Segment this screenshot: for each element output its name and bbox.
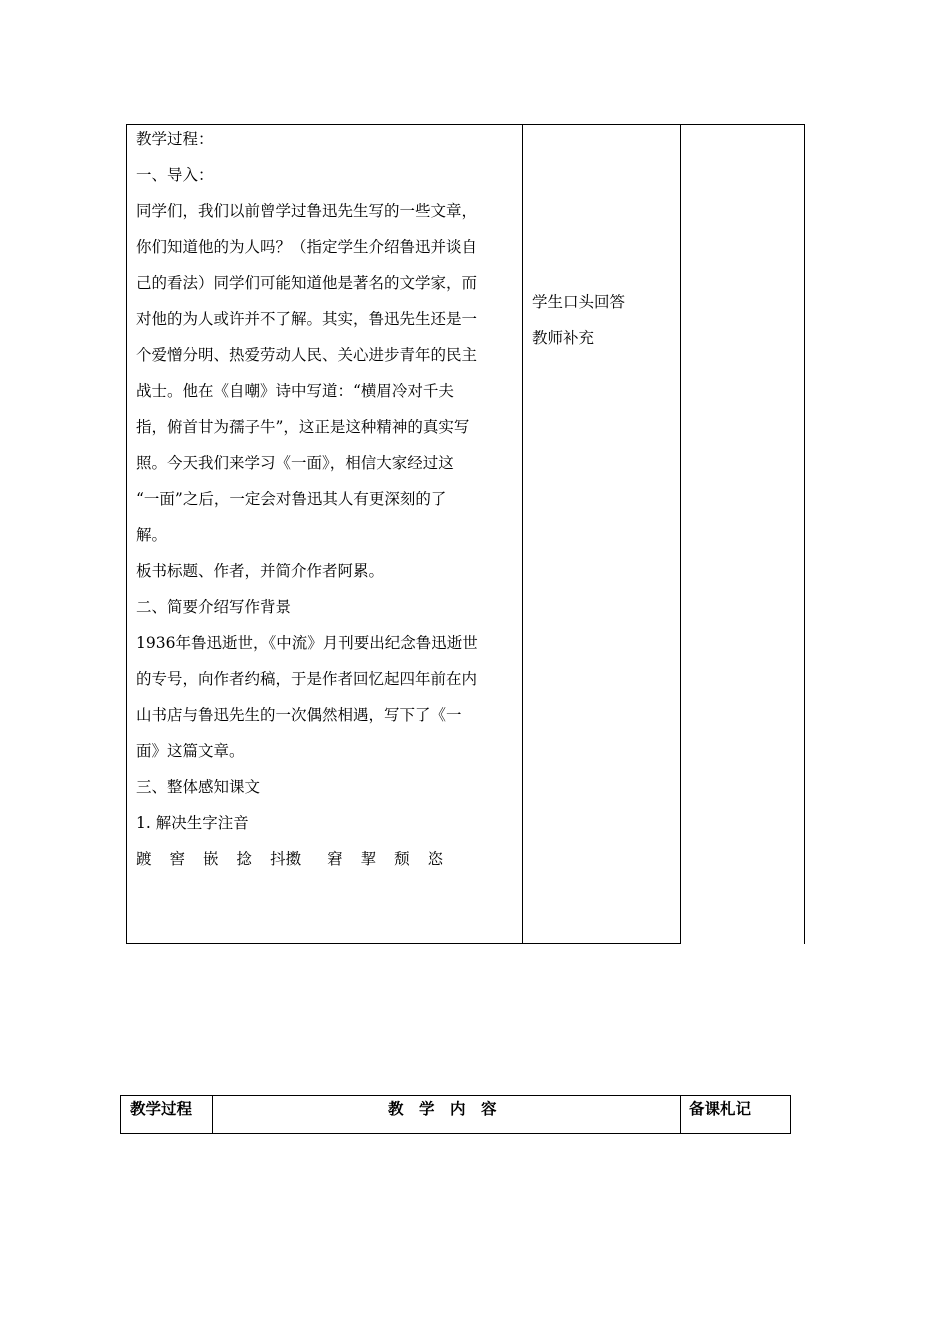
content-line: 的专号，向作者约稿，于是作者回忆起四年前在内 bbox=[136, 670, 478, 688]
table-right-border bbox=[804, 124, 805, 944]
content-line: 照。今天我们来学习《一面》，相信大家经过这 bbox=[136, 454, 454, 472]
header-bottom-border bbox=[120, 1133, 791, 1134]
new-character: 捻 bbox=[236, 850, 253, 868]
content-line: 对他的为人或许并不了解。其实，鲁迅先生还是一 bbox=[136, 310, 478, 328]
header-cell-process: 教学过程 bbox=[130, 1100, 193, 1118]
content-line: 解。 bbox=[136, 526, 168, 544]
content-line: 指，俯首甘为孺子牛”，这正是这种精神的真实写 bbox=[136, 418, 470, 436]
column-divider-2 bbox=[680, 124, 681, 944]
new-character: 嵌 bbox=[203, 850, 219, 868]
content-line: 同学们，我们以前曾学过鲁迅先生写的一些文章， bbox=[136, 202, 478, 220]
content-line: 三、整体感知课文 bbox=[136, 778, 261, 796]
new-character: 挈 bbox=[360, 850, 377, 868]
header-cell-content: 教 学 内 容 bbox=[388, 1100, 497, 1118]
new-character: 颓 bbox=[394, 850, 410, 868]
new-character: 恣 bbox=[427, 850, 444, 868]
content-line: 教学过程： bbox=[136, 130, 214, 148]
content-line: 山书店与鲁迅先生的一次偶然相遇，写下了《一 bbox=[136, 706, 462, 724]
column-divider-1 bbox=[522, 124, 523, 944]
activity-line: 教师补充 bbox=[532, 329, 595, 347]
table-bottom-border bbox=[126, 943, 681, 944]
content-line: “一面”之后，一定会对鲁迅其人有更深刻的了 bbox=[136, 490, 447, 508]
new-characters-line bbox=[136, 841, 478, 877]
new-character: 窖 bbox=[169, 850, 186, 868]
student-activity bbox=[532, 284, 625, 356]
content-line: 你们知道他的为人吗？（指定学生介绍鲁迅并谈自 bbox=[136, 238, 478, 256]
content-line: 一、导入： bbox=[136, 166, 214, 184]
content-line: 板书标题、作者，并简介作者阿累。 bbox=[136, 562, 385, 580]
lesson-content bbox=[136, 121, 478, 877]
content-line: 战士。他在《自嘲》诗中写道：“横眉冷对千夫 bbox=[136, 382, 454, 400]
header-top-border bbox=[120, 1095, 791, 1096]
header-divider-2 bbox=[680, 1095, 681, 1134]
new-character: 踱 bbox=[136, 850, 152, 868]
table-left-border bbox=[126, 124, 127, 944]
new-character: 抖擞 bbox=[270, 850, 302, 868]
header-right-border bbox=[790, 1095, 791, 1134]
content-line: 二、简要介绍写作背景 bbox=[136, 598, 292, 616]
header-left-border bbox=[120, 1095, 121, 1134]
activity-line: 学生口头回答 bbox=[532, 293, 626, 311]
content-line: 面》这篇文章。 bbox=[136, 742, 245, 760]
header-cell-notes: 备课札记 bbox=[689, 1100, 752, 1118]
content-line: 个爱憎分明、热爱劳动人民、关心进步青年的民主 bbox=[136, 346, 478, 364]
content-line: 己的看法）同学们可能知道他是著名的文学家，而 bbox=[136, 274, 478, 292]
header-divider-1 bbox=[212, 1095, 213, 1134]
content-line: 1. 解决生字注音 bbox=[136, 814, 249, 832]
new-character: 窘 bbox=[327, 850, 343, 868]
content-line: 1936年鲁迅逝世，《中流》月刊要出纪念鲁迅逝世 bbox=[136, 634, 478, 652]
